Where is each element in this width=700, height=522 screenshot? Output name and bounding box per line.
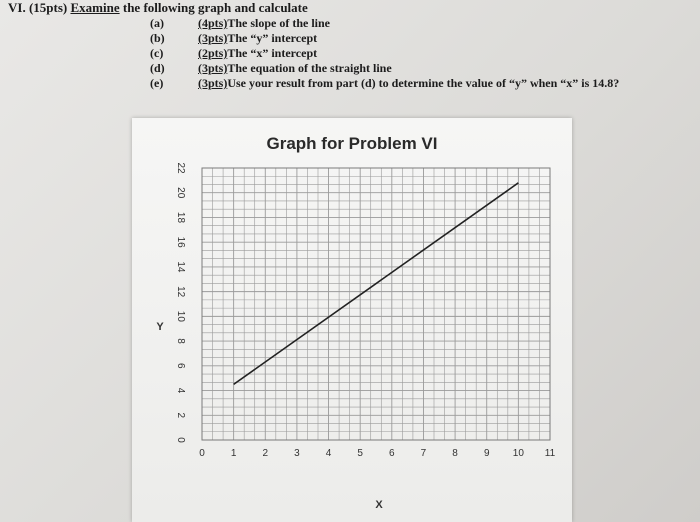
x-tick-label: 7 bbox=[420, 448, 427, 459]
x-tick-label: 11 bbox=[544, 448, 556, 459]
x-tick-label: 1 bbox=[230, 448, 237, 459]
y-tick-label: 12 bbox=[175, 286, 186, 298]
y-tick-label: 18 bbox=[175, 211, 186, 224]
chart-title: Graph for Problem VI bbox=[266, 134, 438, 153]
question-points: (3pts) bbox=[198, 31, 228, 45]
x-tick-label: 9 bbox=[483, 448, 490, 459]
question-letter: (a) bbox=[150, 16, 164, 30]
problem-instruction: the following graph and calculate bbox=[122, 0, 308, 15]
x-tick-label: 10 bbox=[512, 448, 524, 459]
question-letter: (c) bbox=[150, 46, 164, 60]
plot-frame bbox=[202, 168, 550, 440]
question-text: Use your result from part (d) to determine the value of “y” when “x” is 14.8? bbox=[227, 76, 620, 90]
question-letter: (b) bbox=[150, 31, 165, 45]
x-tick-label: 6 bbox=[389, 448, 395, 459]
x-tick-label: 2 bbox=[262, 448, 269, 459]
question-text: The slope of the line bbox=[227, 16, 331, 30]
problem-number: VI. (15pts) bbox=[8, 0, 68, 15]
y-tick-label: 14 bbox=[175, 261, 186, 273]
x-tick-label: 4 bbox=[325, 448, 332, 459]
question-points: (3pts) bbox=[198, 61, 228, 75]
question-text: The equation of the straight line bbox=[227, 61, 392, 75]
question-points: (4pts) bbox=[198, 16, 228, 30]
x-tick-label: 8 bbox=[452, 448, 458, 459]
line-chart bbox=[132, 118, 572, 522]
y-tick-label: 22 bbox=[175, 162, 186, 174]
question-text: The “y” intercept bbox=[227, 31, 318, 45]
y-tick-label: 2 bbox=[175, 412, 186, 419]
x-axis-label: X bbox=[375, 499, 383, 511]
x-tick-label: 3 bbox=[294, 448, 300, 459]
question-letter: (d) bbox=[150, 61, 165, 75]
y-tick-label: 20 bbox=[175, 187, 186, 199]
x-tick-label: 0 bbox=[199, 448, 205, 459]
question-points: (2pts) bbox=[198, 46, 228, 60]
question-text: The “x” intercept bbox=[227, 46, 318, 60]
chart-grid bbox=[202, 168, 550, 440]
y-tick-label: 16 bbox=[175, 236, 186, 248]
question-letter: (e) bbox=[150, 76, 164, 90]
problem-statement bbox=[0, 0, 700, 110]
graph-paper bbox=[132, 118, 572, 522]
problem-header bbox=[8, 0, 308, 16]
x-tick-label: 5 bbox=[357, 448, 363, 459]
y-axis-label: Y bbox=[156, 321, 164, 333]
chart-ticks bbox=[175, 162, 556, 459]
y-tick-label: 6 bbox=[175, 363, 186, 369]
y-tick-label: 0 bbox=[175, 437, 186, 443]
question-points: (3pts) bbox=[198, 76, 228, 90]
y-tick-label: 8 bbox=[175, 338, 186, 344]
y-tick-label: 4 bbox=[175, 387, 186, 394]
problem-verb: Examine bbox=[70, 0, 120, 15]
y-tick-label: 10 bbox=[175, 310, 186, 322]
